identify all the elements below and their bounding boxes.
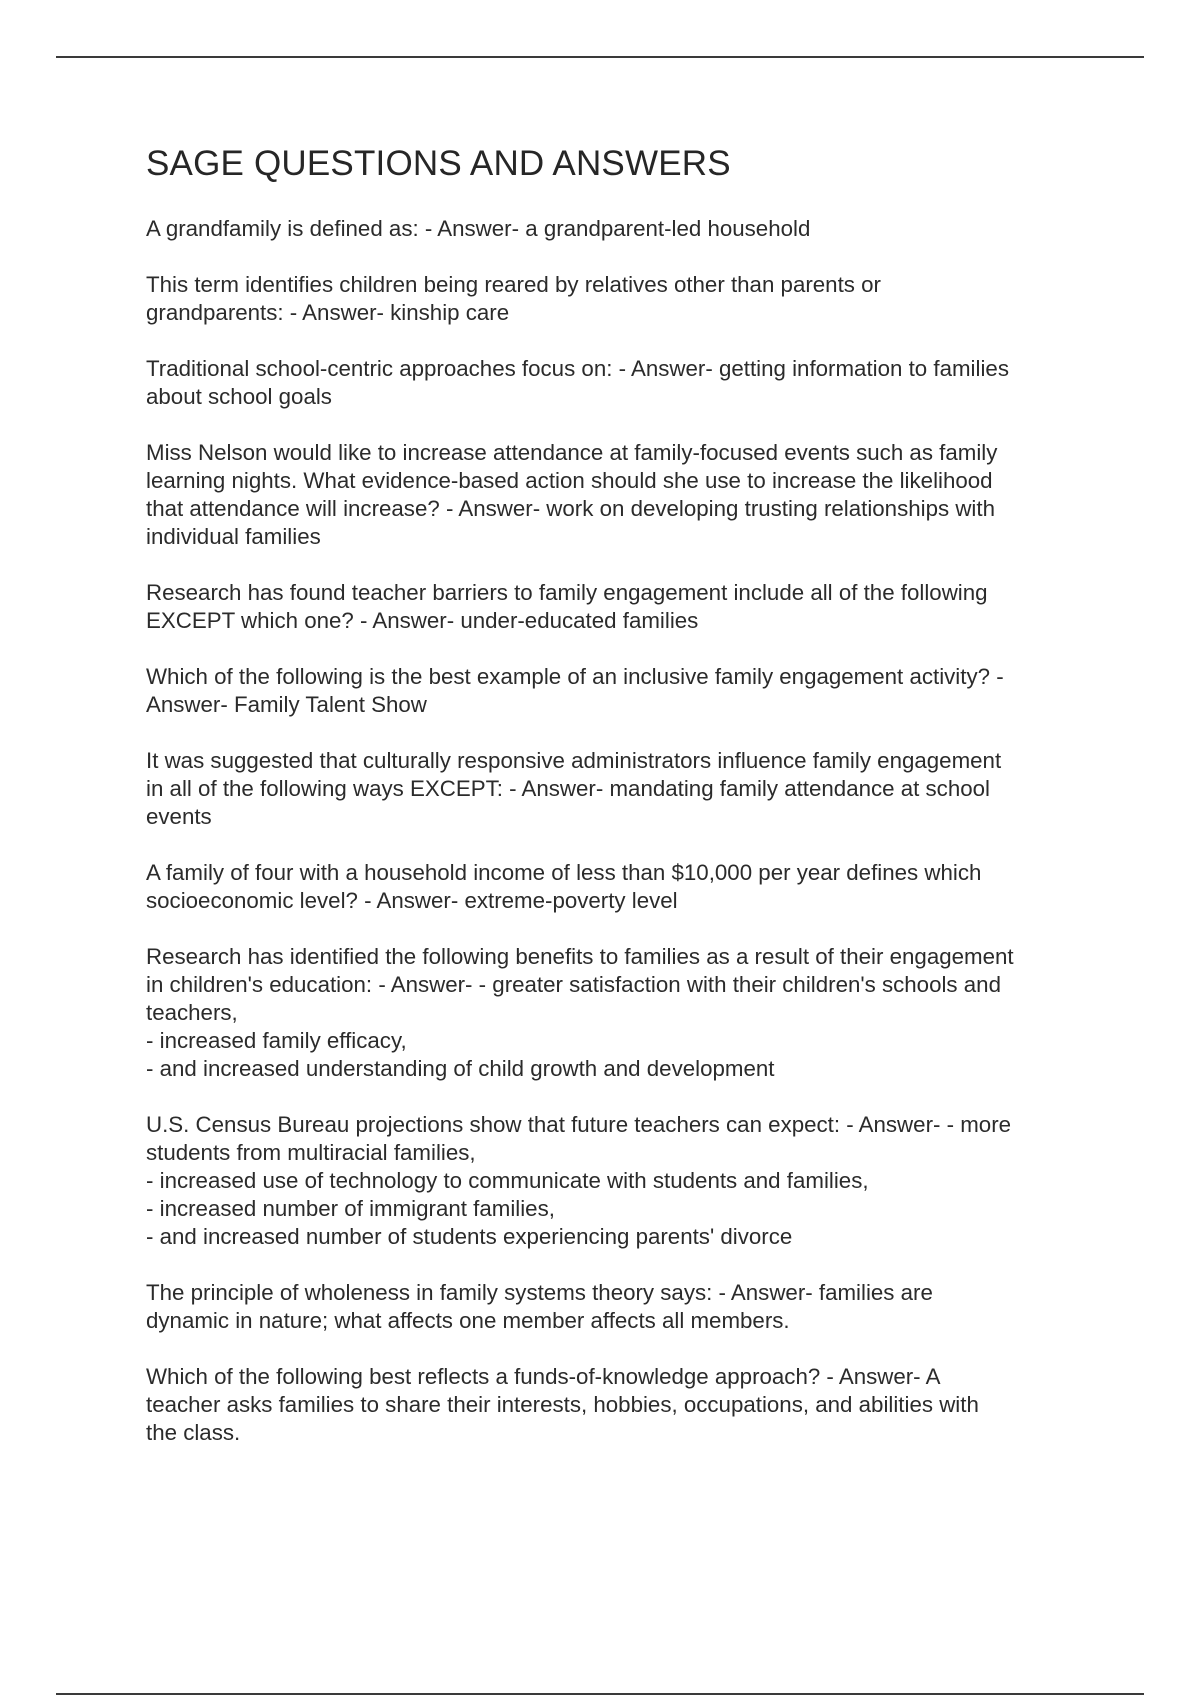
document-body — [146, 140, 1106, 1475]
qa-item: The principle of wholeness in family systems theory says: - Answer- families are dynamic in nature; what affects one member affects all members. — [146, 1280, 933, 1333]
qa-item: Research has found teacher barriers to family engagement include all of the following EXCEPT which one? - Answer- under-educated families — [146, 580, 988, 633]
qa-item: Which of the following best reflects a funds-of-knowledge approach? - Answer- A teacher asks families to share their interests, hobbies, occupations, and abilities with the class. — [146, 1364, 979, 1445]
qa-item: A family of four with a household income of less than $10,000 per year defines which socioeconomic level? - Answer- extreme-poverty level — [146, 860, 982, 913]
bottom-divider — [56, 1693, 1144, 1695]
qa-item: Miss Nelson would like to increase attendance at family-focused events such as family learning nights. What evidence-based action should she use to increase the likelihood that attendance will increase? - Answer- work on developing trusting relationships with individual families — [146, 440, 998, 549]
qa-item: It was suggested that culturally responsive administrators influence family engagement in all of the following ways EXCEPT: - Answer- mandating family attendance at school events — [146, 748, 1002, 829]
page-title: SAGE QUESTIONS AND ANSWERS — [146, 144, 731, 183]
qa-item: Which of the following is the best example of an inclusive family engagement activity? - Answer- Family Talent Show — [146, 664, 1004, 717]
qa-item: A grandfamily is defined as: - Answer- a grandparent-led household — [146, 216, 811, 241]
top-divider — [56, 56, 1144, 58]
qa-item: Research has identified the following benefits to families as a result of their engagement in children's education: - Answer- - greater satisfaction with their children's schools and teachers, - increased family efficacy, - and increased understanding of child growth and development — [146, 944, 1014, 1081]
qa-item: Traditional school-centric approaches focus on: - Answer- getting information to families about school goals — [146, 356, 1009, 409]
qa-item: This term identifies children being reared by relatives other than parents or grandparents: - Answer- kinship care — [146, 272, 881, 325]
qa-item: U.S. Census Bureau projections show that future teachers can expect: - Answer- - more students from multiracial families, - increased use of technology to communicate with students and families, - increased number of immigrant families, - and increased number of students experiencing parents' divorce — [146, 1112, 1012, 1249]
